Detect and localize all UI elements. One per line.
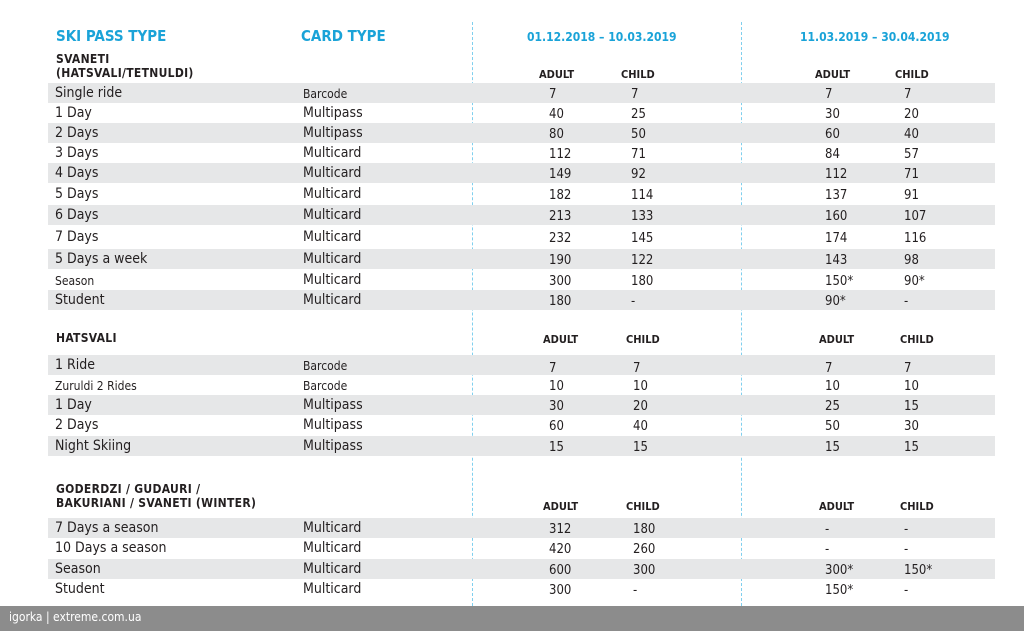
table-row xyxy=(48,184,995,204)
section-title-line: BAKURIANI / SVANETI (WINTER) xyxy=(56,496,257,510)
child-price-p2: 107 xyxy=(904,209,927,224)
child-price-p2: - xyxy=(904,583,909,598)
adult-price-p2: 15 xyxy=(825,440,840,455)
table-row xyxy=(48,249,995,269)
adult-price-p2: 112 xyxy=(825,167,848,182)
adult-price-p2: 7 xyxy=(825,361,833,376)
table-row xyxy=(48,415,995,435)
adult-price-p1: 112 xyxy=(549,147,572,162)
table-row xyxy=(48,375,995,395)
photo-credit: igorka | extreme.com.ua xyxy=(9,610,142,624)
pass-type: 7 Days a season xyxy=(55,520,159,536)
adult-price-p2: 25 xyxy=(825,399,840,414)
card-type: Multicard xyxy=(303,540,362,556)
adult-price-p1: 600 xyxy=(549,563,572,578)
section-title xyxy=(56,482,256,510)
adult-price-p2: 174 xyxy=(825,231,848,246)
child-price-p1: 180 xyxy=(633,522,656,537)
pass-type: 5 Days a week xyxy=(55,251,148,267)
pass-type: Night Skiing xyxy=(55,438,132,454)
child-price-p2: 15 xyxy=(904,399,919,414)
period2-header: 11.03.2019 – 30.04.2019 xyxy=(800,30,950,44)
table-row xyxy=(48,270,995,290)
adult-subheader: ADULT xyxy=(815,68,851,81)
child-subheader: CHILD xyxy=(621,68,655,81)
adult-price-p2: 90* xyxy=(825,294,846,309)
table-row xyxy=(48,163,995,183)
child-price-p1: 40 xyxy=(633,419,648,434)
card-type: Barcode xyxy=(303,87,348,101)
child-price-p1: 145 xyxy=(631,231,654,246)
adult-price-p2: 50 xyxy=(825,419,840,434)
child-price-p1: 122 xyxy=(631,253,654,268)
table-row xyxy=(48,83,995,103)
card-type: Multipass xyxy=(303,397,363,413)
child-subheader: CHILD xyxy=(626,500,660,513)
table-row xyxy=(48,143,995,163)
footer-bar xyxy=(0,606,1024,631)
adult-price-p2: - xyxy=(825,542,830,557)
pass-type: 1 Ride xyxy=(55,357,96,373)
child-price-p2: 116 xyxy=(904,231,927,246)
card-type: Multicard xyxy=(303,186,362,202)
child-price-p1: 114 xyxy=(631,188,654,203)
pass-type: 4 Days xyxy=(55,165,99,181)
child-price-p2: 7 xyxy=(904,87,912,102)
adult-price-p2: 160 xyxy=(825,209,848,224)
child-price-p2: 57 xyxy=(904,147,919,162)
child-price-p2: 91 xyxy=(904,188,919,203)
ski-pass-type-header: SKI PASS TYPE xyxy=(56,27,167,45)
pass-type: Zuruldi 2 Rides xyxy=(55,379,137,393)
table-row xyxy=(48,290,995,310)
child-price-p2: 98 xyxy=(904,253,919,268)
child-price-p2: - xyxy=(904,294,909,309)
child-price-p1: 7 xyxy=(633,361,641,376)
card-type: Multipass xyxy=(303,105,363,121)
card-type: Multicard xyxy=(303,561,362,577)
child-price-p1: 50 xyxy=(631,127,646,142)
pass-type: Season xyxy=(55,274,95,288)
adult-subheader: ADULT xyxy=(819,500,855,513)
adult-subheader: ADULT xyxy=(819,333,855,346)
adult-price-p1: 190 xyxy=(549,253,572,268)
card-type: Multipass xyxy=(303,438,363,454)
card-type: Multicard xyxy=(303,272,362,288)
card-type: Multicard xyxy=(303,520,362,536)
adult-price-p1: 182 xyxy=(549,188,572,203)
adult-price-p2: 143 xyxy=(825,253,848,268)
adult-price-p2: 150* xyxy=(825,583,854,598)
card-type: Multicard xyxy=(303,581,362,597)
adult-price-p2: 60 xyxy=(825,127,840,142)
table-row xyxy=(48,436,995,456)
section-title-line: SVANETI xyxy=(56,52,110,66)
adult-price-p2: 10 xyxy=(825,379,840,394)
child-price-p1: - xyxy=(633,583,638,598)
adult-price-p1: 312 xyxy=(549,522,572,537)
child-subheader: CHILD xyxy=(900,333,934,346)
child-price-p2: 40 xyxy=(904,127,919,142)
child-price-p1: 15 xyxy=(633,440,648,455)
child-price-p1: 92 xyxy=(631,167,646,182)
child-price-p2: - xyxy=(904,522,909,537)
card-type: Multicard xyxy=(303,165,362,181)
pass-type: 6 Days xyxy=(55,207,99,223)
adult-price-p2: 300* xyxy=(825,563,854,578)
card-type: Barcode xyxy=(303,359,348,373)
child-price-p1: 25 xyxy=(631,107,646,122)
table-row xyxy=(48,103,995,123)
card-type: Multicard xyxy=(303,229,362,245)
card-type: Multicard xyxy=(303,251,362,267)
adult-price-p1: 213 xyxy=(549,209,572,224)
pass-type: Single ride xyxy=(55,85,123,101)
adult-price-p1: 232 xyxy=(549,231,572,246)
child-price-p2: 20 xyxy=(904,107,919,122)
adult-price-p1: 40 xyxy=(549,107,564,122)
adult-price-p1: 60 xyxy=(549,419,564,434)
child-price-p1: 260 xyxy=(633,542,656,557)
pass-type: Student xyxy=(55,581,105,597)
child-price-p2: 10 xyxy=(904,379,919,394)
card-type: Multipass xyxy=(303,125,363,141)
pass-type: 2 Days xyxy=(55,125,99,141)
child-price-p2: 90* xyxy=(904,274,925,289)
child-subheader: CHILD xyxy=(900,500,934,513)
child-price-p2: 71 xyxy=(904,167,919,182)
child-price-p1: 71 xyxy=(631,147,646,162)
child-price-p2: - xyxy=(904,542,909,557)
section-title xyxy=(56,52,194,80)
child-subheader: CHILD xyxy=(895,68,929,81)
table-row xyxy=(48,538,995,558)
table-row xyxy=(48,395,995,415)
adult-price-p2: 150* xyxy=(825,274,854,289)
card-type: Multicard xyxy=(303,292,362,308)
adult-price-p1: 10 xyxy=(549,379,564,394)
pass-type: Student xyxy=(55,292,105,308)
adult-price-p2: 30 xyxy=(825,107,840,122)
section-title-line: GODERDZI / GUDAURI / xyxy=(56,482,201,496)
table-row xyxy=(48,559,995,579)
table-row xyxy=(48,123,995,143)
table-row xyxy=(48,518,995,538)
child-price-p1: - xyxy=(631,294,636,309)
adult-price-p1: 420 xyxy=(549,542,572,557)
card-type: Multicard xyxy=(303,145,362,161)
child-price-p2: 150* xyxy=(904,563,933,578)
adult-price-p1: 80 xyxy=(549,127,564,142)
pass-type: 1 Day xyxy=(55,397,92,413)
adult-price-p2: - xyxy=(825,522,830,537)
adult-price-p2: 137 xyxy=(825,188,848,203)
table-row xyxy=(48,205,995,225)
child-price-p1: 7 xyxy=(631,87,639,102)
adult-subheader: ADULT xyxy=(543,333,579,346)
card-type: Multipass xyxy=(303,417,363,433)
child-subheader: CHILD xyxy=(626,333,660,346)
period1-header: 01.12.2018 – 10.03.2019 xyxy=(527,30,677,44)
child-price-p1: 10 xyxy=(633,379,648,394)
table-row xyxy=(48,579,995,599)
adult-price-p1: 30 xyxy=(549,399,564,414)
adult-price-p1: 300 xyxy=(549,583,572,598)
card-type-header: CARD TYPE xyxy=(301,27,386,45)
pass-type: Season xyxy=(55,561,101,577)
child-price-p1: 180 xyxy=(631,274,654,289)
child-price-p1: 133 xyxy=(631,209,654,224)
child-price-p2: 30 xyxy=(904,419,919,434)
pass-type: 3 Days xyxy=(55,145,99,161)
section-title xyxy=(56,331,117,345)
child-price-p2: 15 xyxy=(904,440,919,455)
pass-type: 1 Day xyxy=(55,105,92,121)
section-title-line: HATSVALI xyxy=(56,331,117,345)
adult-price-p1: 7 xyxy=(549,87,557,102)
adult-price-p1: 15 xyxy=(549,440,564,455)
adult-subheader: ADULT xyxy=(539,68,575,81)
child-price-p2: 7 xyxy=(904,361,912,376)
table-row xyxy=(48,227,995,247)
pass-type: 7 Days xyxy=(55,229,99,245)
adult-price-p2: 7 xyxy=(825,87,833,102)
pass-type: 2 Days xyxy=(55,417,99,433)
adult-price-p1: 7 xyxy=(549,361,557,376)
adult-price-p1: 180 xyxy=(549,294,572,309)
child-price-p1: 20 xyxy=(633,399,648,414)
section-title-line: (HATSVALI/TETNULDI) xyxy=(56,66,194,80)
adult-price-p2: 84 xyxy=(825,147,840,162)
table-row xyxy=(48,355,995,375)
card-type: Barcode xyxy=(303,379,348,393)
adult-price-p1: 300 xyxy=(549,274,572,289)
adult-subheader: ADULT xyxy=(543,500,579,513)
child-price-p1: 300 xyxy=(633,563,656,578)
pass-type: 10 Days a season xyxy=(55,540,167,556)
card-type: Multicard xyxy=(303,207,362,223)
pass-type: 5 Days xyxy=(55,186,99,202)
adult-price-p1: 149 xyxy=(549,167,572,182)
